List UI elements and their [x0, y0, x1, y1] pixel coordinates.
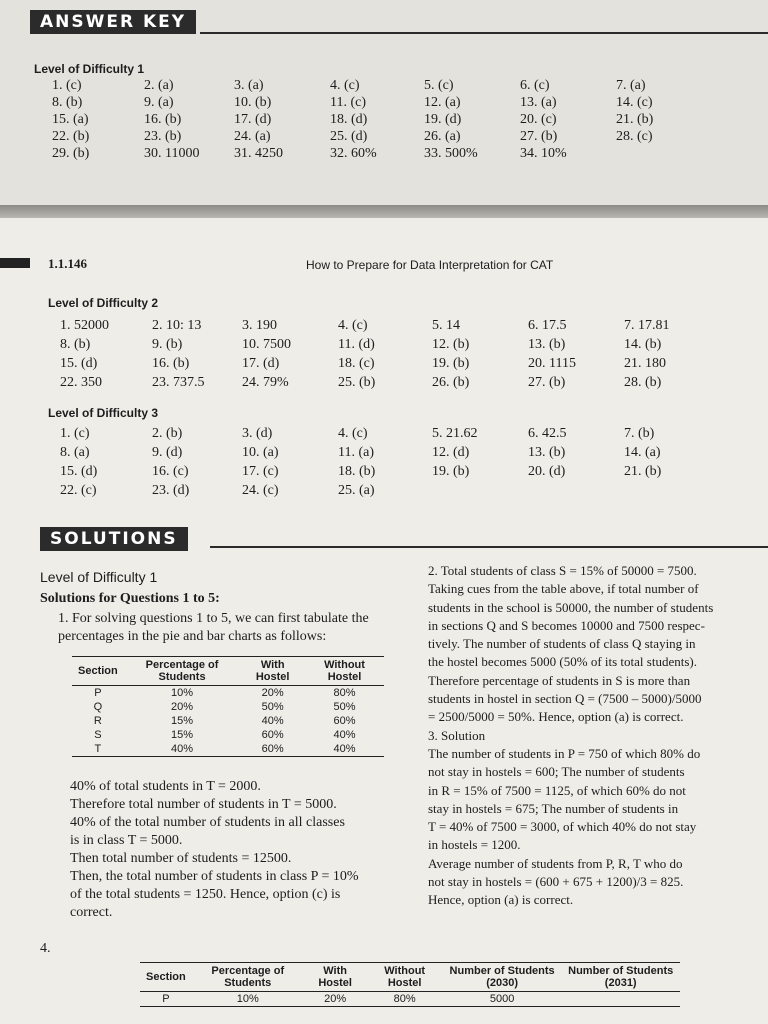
table-row: [140, 992, 680, 1007]
answer-item: 27. (b): [528, 375, 566, 390]
answer-item: 6. 42.5: [528, 426, 567, 441]
table-header-cell: Number of Students (2030): [443, 963, 562, 992]
answer-key-page-top: [0, 0, 768, 205]
solutions-banner: SOLUTIONS: [40, 527, 188, 551]
answer-item: 14. (b): [624, 337, 662, 352]
table-cell: 15%: [171, 715, 194, 727]
table-cell: 5000: [443, 992, 562, 1007]
text-line: not stay in hostels = 600; The number of students: [428, 764, 685, 780]
level3-label: Level of Difficulty 3: [48, 406, 159, 420]
table-cell: S: [94, 729, 102, 741]
text-line: Therefore percentage of students in S is more than: [428, 672, 691, 688]
answer-item: 8. (b): [52, 95, 83, 110]
answer-item: 21. (b): [624, 464, 662, 479]
answer-item: 2. 10: 13: [152, 318, 202, 333]
page-number: 1.1.146: [48, 256, 87, 271]
header-tab: [0, 258, 30, 268]
answer-item: 7. (b): [624, 426, 655, 441]
table-cell: 60%: [261, 729, 284, 741]
answer-item: 1. (c): [52, 78, 82, 93]
text-line: the hostel becomes 5000 (50% of its total students).: [428, 654, 697, 670]
text-line: 40% of the total number of students in all classes: [70, 815, 345, 830]
answer-item: 23. (b): [144, 129, 182, 144]
table-cell: 40%: [124, 742, 241, 757]
table-cell: P: [94, 687, 102, 699]
solutions-rule: [210, 546, 768, 548]
text-line: Then total number of students = 12500.: [70, 851, 292, 866]
table-cell: 60%: [240, 742, 305, 757]
text-line: Average number of students from P, R, T who do: [428, 855, 683, 871]
q1-solution-text: [70, 778, 400, 922]
answer-item: 18. (c): [338, 356, 375, 371]
answer-key-page-main: [0, 218, 768, 1024]
answer-item: 1. 52000: [60, 318, 109, 333]
answer-item: 25. (a): [338, 483, 375, 498]
table-header-cell: With Hostel: [304, 963, 367, 992]
answer-item: 10. 7500: [242, 337, 291, 352]
answer-item: 28. (c): [616, 129, 653, 144]
answer-item: 2. (a): [144, 78, 174, 93]
table-row: [72, 700, 384, 714]
answer-item: 12. (b): [432, 337, 470, 352]
answer-item: 9. (b): [152, 337, 183, 352]
answer-item: 25. (b): [338, 375, 376, 390]
answer-item: 33. 500%: [424, 146, 478, 161]
answer-item: 22. 350: [60, 375, 102, 390]
answer-item: 4. (c): [338, 426, 368, 441]
table-header-cell: Without Hostel: [367, 963, 443, 992]
answer-item: 1. (c): [60, 426, 90, 441]
answer-item: 29. (b): [52, 146, 90, 161]
answer-item: 22. (b): [52, 129, 90, 144]
text-line: 40% of total students in T = 2000.: [70, 779, 261, 794]
text-line: Hence, option (a) is correct.: [428, 892, 574, 908]
text-line: Taking cues from the table above, if total number of: [428, 581, 699, 597]
table-cell: 80%: [333, 687, 356, 699]
answer-item: 26. (b): [432, 375, 470, 390]
text-line: is in class T = 5000.: [70, 833, 183, 848]
answer-item: 24. 79%: [242, 375, 289, 390]
answer-item: 24. (a): [234, 129, 271, 144]
table-cell: 40%: [333, 729, 356, 741]
answer-item: 13. (b): [528, 445, 566, 460]
answer-item: 9. (d): [152, 445, 183, 460]
table-cell: 20%: [171, 701, 194, 713]
answer-item: 11. (d): [338, 337, 375, 352]
table-cell: R: [93, 715, 102, 727]
level2-label: Level of Difficulty 2: [48, 296, 159, 310]
table-cell: 40%: [261, 715, 284, 727]
table-cell: T: [72, 742, 124, 757]
text-line: 2. Total students of class S = 15% of 50000 = 7500.: [428, 563, 697, 578]
answer-item: 20. (d): [528, 464, 566, 479]
banner-rule: [200, 32, 768, 34]
table-cell: 40%: [305, 742, 384, 757]
answer-item: 14. (a): [624, 445, 661, 460]
answer-item: 8. (b): [60, 337, 91, 352]
text-line: stay in hostels = 675; The number of students in: [428, 800, 679, 816]
answer-item: 18. (b): [338, 464, 376, 479]
solution-table-4: [140, 962, 680, 1007]
table-cell: 10%: [171, 687, 194, 699]
answer-item: 18. (d): [330, 112, 368, 127]
table-cell: P: [140, 992, 192, 1007]
answer-item: 21. 180: [624, 356, 666, 371]
table-row: [72, 686, 384, 701]
answer-item: 5. (c): [424, 78, 454, 93]
text-line: not stay in hostels = (600 + 675 + 1200)/3 = 825.: [428, 874, 684, 890]
answer-item: 9. (a): [144, 95, 174, 110]
answer-item: 3. (a): [234, 78, 264, 93]
answer-item: 4. (c): [338, 318, 368, 333]
q2-q3-solution-text: [428, 562, 764, 910]
table-row: [72, 714, 384, 728]
table-cell: 50%: [261, 701, 284, 713]
answer-item: 19. (d): [424, 112, 462, 127]
answer-item: 14. (c): [616, 95, 653, 110]
q1-intro: 1. For solving questions 1 to 5, we can first tabulate the percentages in the pie and bar charts as follows:: [58, 611, 369, 644]
text-line: Then, the total number of students in class P = 10%: [70, 869, 359, 884]
text-line: of the total students = 1250. Hence, option (c) is: [70, 887, 341, 902]
text-line: correct.: [70, 905, 113, 920]
answer-item: 10. (a): [242, 445, 279, 460]
answer-item: 17. (d): [242, 356, 280, 371]
answer-item: 28. (b): [624, 375, 662, 390]
answer-item: 24. (c): [242, 483, 279, 498]
table-cell: [561, 992, 680, 1007]
answer-item: 20. (c): [520, 112, 557, 127]
table-row: [72, 728, 384, 742]
table-cell: 60%: [333, 715, 356, 727]
answer-item: 13. (a): [520, 95, 557, 110]
text-line: 3. Solution: [428, 727, 486, 743]
answer-item: 26. (a): [424, 129, 461, 144]
answer-item: 25. (d): [330, 129, 368, 144]
answer-item: 23. 737.5: [152, 375, 205, 390]
answer-item: 13. (b): [528, 337, 566, 352]
level1-label: Level of Difficulty 1: [34, 62, 145, 76]
answer-item: 16. (b): [144, 112, 182, 127]
answer-item: 22. (c): [60, 483, 97, 498]
table-cell: 10%: [192, 992, 304, 1007]
text-line: T = 40% of 7500 = 3000, of which 40% do not stay: [428, 819, 697, 835]
table-cell: 50%: [333, 701, 356, 713]
answer-item: 3. 190: [242, 318, 277, 333]
answer-item: 30. 11000: [144, 146, 200, 161]
solution-table-1: [72, 656, 384, 757]
answer-item: 32. 60%: [330, 146, 377, 161]
solutions-question-heading: Solutions for Questions 1 to 5:: [40, 591, 220, 606]
table-header-cell: Percentage of Students: [192, 963, 304, 992]
table-header-cell: Number of Students (2031): [561, 963, 680, 992]
answer-item: 10. (b): [234, 95, 272, 110]
answer-item: 7. (a): [616, 78, 646, 93]
answer-item: 19. (b): [432, 356, 470, 371]
answer-item: 5. 21.62: [432, 426, 478, 441]
answer-item: 15. (d): [60, 464, 98, 479]
solutions-level-heading: Level of Difficulty 1: [40, 569, 158, 585]
answer-item: 16. (c): [152, 464, 189, 479]
text-line: students in the school is 50000, the number of students: [428, 599, 714, 615]
table-header-cell: With Hostel: [240, 657, 305, 686]
text-line: in hostels = 1200.: [428, 837, 521, 853]
answer-item: 11. (a): [338, 445, 375, 460]
table-cell: 20%: [304, 992, 367, 1007]
answer-item: 11. (c): [330, 95, 367, 110]
table-header-cell: Section: [140, 963, 192, 992]
answer-item: 23. (d): [152, 483, 190, 498]
answer-item: 15. (d): [60, 356, 98, 371]
answer-key-banner: ANSWER KEY: [30, 10, 196, 34]
answer-item: 6. 17.5: [528, 318, 567, 333]
table-cell: 20%: [261, 687, 284, 699]
text-line: = 2500/5000 = 50%. Hence, option (a) is correct.: [428, 709, 684, 725]
table-header-cell: Section: [72, 657, 124, 686]
answer-item: 7. 17.81: [624, 318, 670, 333]
answer-item: 2. (b): [152, 426, 183, 441]
q4-label: 4.: [40, 941, 51, 956]
answer-item: 17. (c): [242, 464, 279, 479]
table-cell: Q: [93, 701, 103, 713]
table-header-cell: Percentage of Students: [124, 657, 241, 686]
answer-item: 15. (a): [52, 112, 89, 127]
text-line: Therefore total number of students in T = 5000.: [70, 797, 337, 812]
text-line: students in hostel in section Q = (7500 – 5000)/5000: [428, 691, 702, 707]
answer-item: 8. (a): [60, 445, 90, 460]
table-header-cell: Without Hostel: [305, 657, 384, 686]
answer-item: 4. (c): [330, 78, 360, 93]
answer-item: 27. (b): [520, 129, 558, 144]
answer-item: 6. (c): [520, 78, 550, 93]
answer-item: 34. 10%: [520, 146, 567, 161]
table-cell: 80%: [367, 992, 443, 1007]
answer-item: 12. (d): [432, 445, 470, 460]
page-gap: [0, 205, 768, 218]
answer-item: 3. (d): [242, 426, 273, 441]
running-title: How to Prepare for Data Interpretation for CAT: [306, 258, 554, 272]
text-line: in R = 15% of 7500 = 1125, of which 60% do not: [428, 782, 686, 798]
answer-item: 21. (b): [616, 112, 654, 127]
answer-item: 5. 14: [432, 318, 460, 333]
answer-item: 17. (d): [234, 112, 272, 127]
answer-item: 20. 1115: [528, 356, 576, 371]
answer-item: 16. (b): [152, 356, 190, 371]
text-line: The number of students in P = 750 of which 80% do: [428, 745, 701, 761]
table-cell: 15%: [171, 729, 194, 741]
answer-item: 12. (a): [424, 95, 461, 110]
table-row: [72, 742, 384, 757]
answer-item: 31. 4250: [234, 146, 283, 161]
answer-item: 19. (b): [432, 464, 470, 479]
text-line: tively. The number of students of class Q staying in: [428, 636, 696, 652]
text-line: in sections Q and S becomes 10000 and 7500 respec-: [428, 617, 705, 633]
